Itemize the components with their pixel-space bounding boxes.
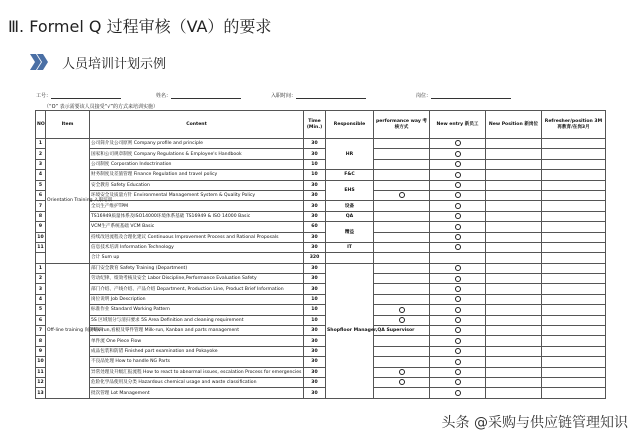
row-number: 4 [36, 170, 46, 180]
refresher-cell [542, 242, 606, 252]
training-content: 公司简介及公司原则 Company profile and principle [90, 139, 304, 149]
performance-cell [374, 357, 430, 367]
training-content: 安全教育 Safety Education [90, 180, 304, 190]
new-position-cell [486, 284, 542, 294]
new-position-cell [486, 149, 542, 159]
circle-mark-icon [455, 327, 461, 333]
row-number: 1 [36, 139, 46, 149]
training-time: 30 [304, 336, 326, 346]
new-position-cell [486, 201, 542, 211]
responsible-party: EHS [326, 180, 374, 201]
training-content: 岗位说明 Job Description [90, 294, 304, 304]
training-content: 全员生产维护TPM [90, 201, 304, 211]
form-field-label: 入职时间： [271, 93, 297, 99]
training-time: 30 [304, 149, 326, 159]
new-position-cell [486, 274, 542, 284]
header-no: NO [36, 111, 46, 139]
training-time: 30 [304, 367, 326, 377]
new-entry-cell [430, 357, 486, 367]
new-position-cell [486, 211, 542, 221]
new-position-cell [486, 232, 542, 242]
training-content: 危险化学品使用及分类 Hazardous chemical usage and waste classification [90, 377, 304, 387]
new-position-cell [486, 253, 542, 263]
training-content: 财务制度及差旅管理 Finance Regulation and travel policy [90, 170, 304, 180]
training-time: 10 [304, 170, 326, 180]
slide-title: Ⅲ. Formel Q 过程审核（VA）的要求 [8, 17, 272, 36]
refresher-cell [542, 367, 606, 377]
circle-mark-icon [455, 286, 461, 292]
circle-mark-icon [399, 317, 405, 323]
refresher-cell [542, 284, 606, 294]
refresher-cell [542, 346, 606, 356]
new-position-cell [486, 180, 542, 190]
circle-mark-icon [455, 161, 461, 167]
performance-cell [374, 242, 430, 252]
row-number: 10 [36, 232, 46, 242]
circle-mark-icon [399, 307, 405, 313]
performance-cell [374, 253, 430, 263]
refresher-cell [542, 315, 606, 325]
performance-cell [374, 222, 430, 232]
row-number: 11 [36, 367, 46, 377]
new-position-cell [486, 190, 542, 200]
circle-mark-icon [455, 224, 461, 230]
refresher-cell [542, 263, 606, 273]
table-row [36, 232, 606, 242]
table-row [36, 222, 606, 232]
header-performance: performance way 考核方式 [374, 111, 430, 139]
training-category: Off-line training 岗前培训 [46, 263, 90, 398]
row-number: 2 [36, 274, 46, 284]
circle-mark-icon [455, 140, 461, 146]
new-entry-cell [430, 170, 486, 180]
refresher-cell [542, 190, 606, 200]
new-entry-cell [430, 232, 486, 242]
performance-cell [374, 263, 430, 273]
form-field-blank[interactable] [51, 93, 121, 99]
refresher-cell [542, 201, 606, 211]
training-time: 10 [304, 294, 326, 304]
performance-cell [374, 377, 430, 387]
new-entry-cell [430, 367, 486, 377]
refresher-cell [542, 211, 606, 221]
new-entry-cell [430, 242, 486, 252]
circle-mark-icon [455, 348, 461, 354]
table-row [36, 367, 606, 377]
row-number: 7 [36, 326, 46, 336]
training-time: 30 [304, 284, 326, 294]
new-entry-cell [430, 305, 486, 315]
slide-subtitle: 人员培训计划示例 [62, 56, 167, 72]
table-row [36, 253, 606, 263]
training-time: 30 [304, 211, 326, 221]
responsible-party: 设备 [326, 201, 374, 211]
form-field [271, 92, 366, 99]
row-number: 9 [36, 346, 46, 356]
refresher-cell [542, 388, 606, 398]
performance-cell [374, 170, 430, 180]
refresher-cell [542, 326, 606, 336]
form-field [416, 92, 511, 99]
row-number: 6 [36, 190, 46, 200]
circle-mark-icon [455, 296, 461, 302]
table-row [36, 315, 606, 325]
new-position-cell [486, 242, 542, 252]
table-row [36, 294, 606, 304]
training-content: Milk-run,看板及零件管理 Milk-run, Kanban and parts management [90, 326, 304, 336]
row-number: 11 [36, 242, 46, 252]
training-content: 信息技术培训 Information Technology [90, 242, 304, 252]
new-position-cell [486, 159, 542, 169]
performance-cell [374, 232, 430, 242]
new-entry-cell [430, 211, 486, 221]
table-row [36, 388, 606, 398]
circle-mark-icon [455, 172, 461, 178]
subtitle-row [30, 52, 166, 72]
responsible-party: IT [326, 242, 374, 252]
responsible-party [326, 253, 374, 263]
row-number: 13 [36, 388, 46, 398]
performance-cell [374, 159, 430, 169]
performance-cell [374, 315, 430, 325]
training-time: 30 [304, 274, 326, 284]
table-row [36, 211, 606, 221]
new-entry-cell [430, 388, 486, 398]
training-time: 30 [304, 242, 326, 252]
form-header-fields [36, 92, 606, 102]
training-time: 10 [304, 305, 326, 315]
new-entry-cell [430, 159, 486, 169]
training-content: 公司制度 Corporation Indoctrination [90, 159, 304, 169]
header-item: Item [46, 111, 90, 139]
new-entry-cell [430, 222, 486, 232]
training-category: Orientation Training 入职培训 [46, 139, 90, 264]
row-number: 4 [36, 294, 46, 304]
form-field-label: 姓名： [156, 93, 172, 99]
performance-cell [374, 180, 430, 190]
new-position-cell [486, 263, 542, 273]
table-header-row [36, 111, 606, 139]
refresher-cell [542, 139, 606, 149]
table-row [36, 377, 606, 387]
new-entry-cell [430, 326, 486, 336]
training-time: 60 [304, 222, 326, 232]
row-number: 3 [36, 159, 46, 169]
training-time: 30 [304, 326, 326, 336]
responsible-party: QA [326, 211, 374, 221]
table-row [36, 159, 606, 169]
refresher-cell [542, 180, 606, 190]
form-field [156, 92, 241, 99]
performance-cell [374, 294, 430, 304]
table-row [36, 139, 606, 149]
responsible-party: F&C [326, 170, 374, 180]
training-plan-table [35, 110, 606, 399]
training-content: VCM生产系统基础 VCM Basic [90, 222, 304, 232]
row-number: 8 [36, 336, 46, 346]
row-number: 3 [36, 284, 46, 294]
performance-cell [374, 190, 430, 200]
new-position-cell [486, 336, 542, 346]
table-row [36, 190, 606, 200]
form-field [36, 92, 121, 99]
training-content: 5S 区域划分与清扫要求 5S Area Definition and cleaning requirement [90, 315, 304, 325]
new-entry-cell [430, 263, 486, 273]
training-content: 单件流 One Piece Flow [90, 336, 304, 346]
training-time: 10 [304, 159, 326, 169]
training-time: 30 [304, 388, 326, 398]
new-position-cell [486, 388, 542, 398]
refresher-cell [542, 149, 606, 159]
new-position-cell [486, 346, 542, 356]
performance-cell [374, 211, 430, 221]
refresher-cell [542, 377, 606, 387]
table-row [36, 284, 606, 294]
performance-cell [374, 305, 430, 315]
training-time: 30 [304, 201, 326, 211]
row-number: 10 [36, 357, 46, 367]
circle-mark-icon [455, 244, 461, 250]
table-row [36, 326, 606, 336]
refresher-cell [542, 253, 606, 263]
table-row [36, 336, 606, 346]
row-number: 2 [36, 149, 46, 159]
new-position-cell [486, 294, 542, 304]
table-row [36, 170, 606, 180]
training-content: 部门安全教育 Safety Training (Department) [90, 263, 304, 273]
new-position-cell [486, 139, 542, 149]
header-new-entry: New entry 新员工 [430, 111, 486, 139]
new-position-cell [486, 222, 542, 232]
performance-cell [374, 336, 430, 346]
refresher-cell [542, 336, 606, 346]
form-field-label: 岗位： [416, 93, 432, 99]
new-entry-cell [430, 139, 486, 149]
form-field-blank[interactable] [171, 93, 241, 99]
training-content: 持续改进流程及合理化建议 Continuous Improvement Process and Rational Proposals [90, 232, 304, 242]
training-time: 10 [304, 315, 326, 325]
refresher-cell [542, 294, 606, 304]
performance-cell [374, 149, 430, 159]
training-time: 30 [304, 377, 326, 387]
refresher-cell [542, 170, 606, 180]
training-time: 320 [304, 253, 326, 263]
training-content: 国家和公司规章制度 Company Regulations & Employee's Handbook [90, 149, 304, 159]
performance-cell [374, 284, 430, 294]
circle-mark-icon [399, 369, 405, 375]
refresher-cell [542, 305, 606, 315]
form-field-blank[interactable] [296, 93, 366, 99]
circle-mark-icon [455, 317, 461, 323]
new-entry-cell [430, 377, 486, 387]
circle-mark-icon [455, 369, 461, 375]
circle-mark-icon [455, 379, 461, 385]
table-row [36, 346, 606, 356]
form-note: （“O” 表示需要该人员接受“√”的方式来培训实施） [44, 104, 158, 110]
new-entry-cell [430, 294, 486, 304]
header-new-position: New Position 新岗位 [486, 111, 542, 139]
circle-mark-icon [455, 182, 461, 188]
new-entry-cell [430, 253, 486, 263]
training-time: 30 [304, 357, 326, 367]
circle-mark-icon [455, 151, 461, 157]
training-time: 30 [304, 139, 326, 149]
training-time: 30 [304, 232, 326, 242]
new-entry-cell [430, 346, 486, 356]
performance-cell [374, 201, 430, 211]
new-entry-cell [430, 190, 486, 200]
new-position-cell [486, 305, 542, 315]
row-number: 1 [36, 263, 46, 273]
new-position-cell [486, 377, 542, 387]
circle-mark-icon [455, 234, 461, 240]
table-row [36, 180, 606, 190]
circle-mark-icon [455, 307, 461, 313]
new-position-cell [486, 315, 542, 325]
row-number: 7 [36, 201, 46, 211]
form-field-blank[interactable] [431, 93, 511, 99]
new-entry-cell [430, 201, 486, 211]
training-time: 30 [304, 263, 326, 273]
training-content: 部门介绍、产线介绍、产品介绍 Department, Production Line, Product Brief Information [90, 284, 304, 294]
circle-mark-icon [399, 192, 405, 198]
form-field-label: 工号： [36, 93, 52, 99]
circle-mark-icon [455, 359, 461, 365]
performance-cell [374, 367, 430, 377]
performance-cell [374, 139, 430, 149]
row-number: 12 [36, 377, 46, 387]
new-entry-cell [430, 180, 486, 190]
watermark: 头条 @采购与供应链管理知识 [441, 415, 628, 431]
double-chevron-icon [30, 54, 48, 70]
training-content: 不良品处理 How to handle NG Parts [90, 357, 304, 367]
table-row [36, 149, 606, 159]
row-number: 5 [36, 180, 46, 190]
row-number: 9 [36, 222, 46, 232]
header-content: Content [90, 111, 304, 139]
refresher-cell [542, 222, 606, 232]
circle-mark-icon [455, 390, 461, 396]
new-entry-cell [430, 284, 486, 294]
table-row [36, 201, 606, 211]
performance-cell [374, 388, 430, 398]
new-entry-cell [430, 315, 486, 325]
training-content: 劳动纪律、绩效考核及安全 Labor Discipline,Performance Evaluation Safety [90, 274, 304, 284]
refresher-cell [542, 274, 606, 284]
responsible-party: HR [326, 139, 374, 170]
table-row [36, 263, 606, 273]
circle-mark-icon [455, 192, 461, 198]
training-time: 30 [304, 180, 326, 190]
row-number [36, 253, 46, 263]
row-number: 8 [36, 211, 46, 221]
table-row [36, 305, 606, 315]
row-number: 5 [36, 305, 46, 315]
training-content: 合计 Sum up [90, 253, 304, 263]
new-entry-cell [430, 336, 486, 346]
performance-cell [374, 274, 430, 284]
table-row [36, 242, 606, 252]
training-content: 异常处理及升级汇报流程 How to react to abnormal issues, escalation Process for emergencies [90, 367, 304, 377]
circle-mark-icon [455, 265, 461, 271]
new-entry-cell [430, 274, 486, 284]
training-content: 成品包装和防错 Finished part examination and Pokayoke [90, 346, 304, 356]
responsible-party: 精益 [326, 222, 374, 243]
training-content: 环境安全及质量方针 Environmental Management System & Quality Policy [90, 190, 304, 200]
circle-mark-icon [455, 338, 461, 344]
new-position-cell [486, 326, 542, 336]
performance-cell [374, 346, 430, 356]
refresher-cell [542, 357, 606, 367]
new-position-cell [486, 357, 542, 367]
new-entry-cell [430, 149, 486, 159]
training-content: 批次管理 Lot Management [90, 388, 304, 398]
training-time: 30 [304, 190, 326, 200]
header-refresher: Refresher/position 3M 再教育/在岗3月 [542, 111, 606, 139]
circle-mark-icon [455, 203, 461, 209]
new-position-cell [486, 170, 542, 180]
table-row [36, 357, 606, 367]
header-time: Time (Min.) [304, 111, 326, 139]
responsible-party: Shopfloor Manager,QA Supervisor [326, 263, 374, 398]
table-row [36, 274, 606, 284]
refresher-cell [542, 232, 606, 242]
new-position-cell [486, 367, 542, 377]
training-content: 标准作业 Standard Working Pattern [90, 305, 304, 315]
refresher-cell [542, 159, 606, 169]
training-time: 30 [304, 346, 326, 356]
row-number: 6 [36, 315, 46, 325]
circle-mark-icon [399, 379, 405, 385]
circle-mark-icon [455, 213, 461, 219]
header-responsible: Responsible [326, 111, 374, 139]
training-content: TS16949质量体系及ISO14000环境体系基础 TS16949 & ISO 14000 Basic [90, 211, 304, 221]
circle-mark-icon [455, 276, 461, 282]
